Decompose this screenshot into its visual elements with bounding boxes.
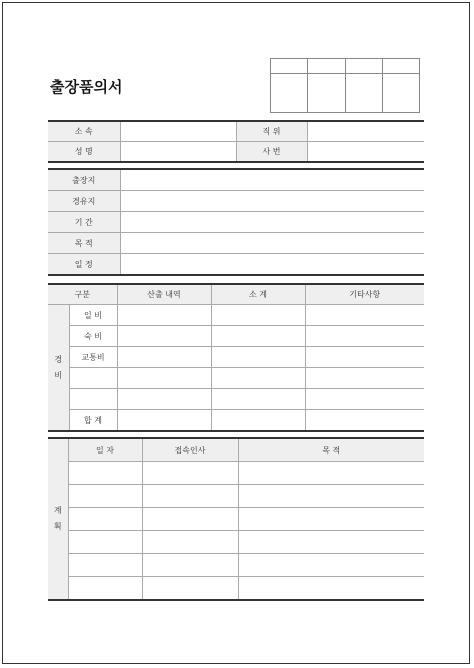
plan-contact-cell[interactable] xyxy=(142,577,238,601)
expense-calc-cell[interactable] xyxy=(117,305,211,326)
expense-calc-cell[interactable] xyxy=(117,347,211,368)
expense-row-label[interactable] xyxy=(69,389,117,410)
plan-header-purpose: 목 적 xyxy=(238,438,424,462)
approval-box xyxy=(270,58,420,113)
expense-subtotal-cell[interactable] xyxy=(211,347,305,368)
purpose-label: 목 적 xyxy=(48,233,120,254)
plan-date-cell[interactable] xyxy=(68,462,142,485)
expense-calc-cell[interactable] xyxy=(117,410,211,432)
expense-notes-cell[interactable] xyxy=(305,389,424,410)
expense-notes-cell[interactable] xyxy=(305,305,424,326)
plan-date-cell[interactable] xyxy=(68,554,142,577)
expense-table xyxy=(48,283,424,432)
affiliation-label: 소 속 xyxy=(48,121,120,142)
expense-notes-cell[interactable] xyxy=(305,326,424,347)
via-field[interactable] xyxy=(120,191,424,212)
expense-subtotal-cell[interactable] xyxy=(211,410,305,432)
expense-side-label xyxy=(48,305,69,432)
schedule-field[interactable] xyxy=(120,254,424,276)
expense-subtotal-cell[interactable] xyxy=(211,305,305,326)
trip-details-table xyxy=(48,168,424,276)
approval-header-cell[interactable] xyxy=(345,59,382,74)
expense-calc-cell[interactable] xyxy=(117,326,211,347)
expense-subtotal-cell[interactable] xyxy=(211,368,305,389)
plan-purpose-cell[interactable] xyxy=(238,508,424,531)
expense-header-category: 구분 xyxy=(48,284,117,305)
expense-row-label: 숙 비 xyxy=(69,326,117,347)
employee-no-label: 사 번 xyxy=(236,142,307,163)
name-field[interactable] xyxy=(120,142,236,163)
approval-header-cell[interactable] xyxy=(308,59,345,74)
plan-date-cell[interactable] xyxy=(68,531,142,554)
plan-contact-cell[interactable] xyxy=(142,462,238,485)
approval-header-cell[interactable] xyxy=(271,59,308,74)
plan-purpose-cell[interactable] xyxy=(238,554,424,577)
schedule-label: 일 정 xyxy=(48,254,120,276)
expense-notes-cell[interactable] xyxy=(305,368,424,389)
plan-contact-cell[interactable] xyxy=(142,508,238,531)
expense-total-label: 합 계 xyxy=(69,410,117,432)
plan-purpose-cell[interactable] xyxy=(238,577,424,601)
expense-notes-cell[interactable] xyxy=(305,347,424,368)
plan-purpose-cell[interactable] xyxy=(238,531,424,554)
expense-notes-cell[interactable] xyxy=(305,410,424,432)
plan-header-contact: 접속인사 xyxy=(142,438,238,462)
destination-label: 출장지 xyxy=(48,169,120,191)
employee-no-field[interactable] xyxy=(307,142,424,163)
expense-side-char: 경 xyxy=(54,354,63,364)
expense-subtotal-cell[interactable] xyxy=(211,326,305,347)
expense-row-label: 일 비 xyxy=(69,305,117,326)
plan-header-date: 일 자 xyxy=(68,438,142,462)
plan-side-label xyxy=(48,438,68,600)
destination-field[interactable] xyxy=(120,169,424,191)
personal-info-table xyxy=(48,120,424,163)
expense-subtotal-cell[interactable] xyxy=(211,389,305,410)
approval-sign-cell[interactable] xyxy=(308,74,345,113)
plan-contact-cell[interactable] xyxy=(142,554,238,577)
plan-purpose-cell[interactable] xyxy=(238,485,424,508)
purpose-field[interactable] xyxy=(120,233,424,254)
plan-date-cell[interactable] xyxy=(68,485,142,508)
expense-calc-cell[interactable] xyxy=(117,368,211,389)
expense-row-label[interactable] xyxy=(69,368,117,389)
approval-sign-cell[interactable] xyxy=(345,74,382,113)
plan-date-cell[interactable] xyxy=(68,508,142,531)
plan-contact-cell[interactable] xyxy=(142,485,238,508)
approval-sign-cell[interactable] xyxy=(382,74,419,113)
expense-calc-cell[interactable] xyxy=(117,389,211,410)
period-label: 기 간 xyxy=(48,212,120,233)
plan-contact-cell[interactable] xyxy=(142,531,238,554)
plan-side-char: 획 xyxy=(53,522,62,531)
name-label: 성 명 xyxy=(48,142,120,163)
position-field[interactable] xyxy=(307,121,424,142)
expense-header-subtotal: 소 계 xyxy=(211,284,305,305)
approval-sign-cell[interactable] xyxy=(271,74,308,113)
document-title: 출장품의서 xyxy=(50,78,123,96)
expense-row-label: 교통비 xyxy=(69,347,117,368)
expense-side-char: 비 xyxy=(54,370,63,380)
plan-date-cell[interactable] xyxy=(68,577,142,601)
approval-header-cell[interactable] xyxy=(382,59,419,74)
expense-header-calc: 산출 내역 xyxy=(117,284,211,305)
expense-header-notes: 기타사항 xyxy=(305,284,424,305)
affiliation-field[interactable] xyxy=(120,121,236,142)
position-label: 직 위 xyxy=(236,121,307,142)
plan-purpose-cell[interactable] xyxy=(238,462,424,485)
via-label: 경유지 xyxy=(48,191,120,212)
plan-table xyxy=(48,437,424,601)
plan-side-char: 계 xyxy=(53,506,62,515)
period-field[interactable] xyxy=(120,212,424,233)
